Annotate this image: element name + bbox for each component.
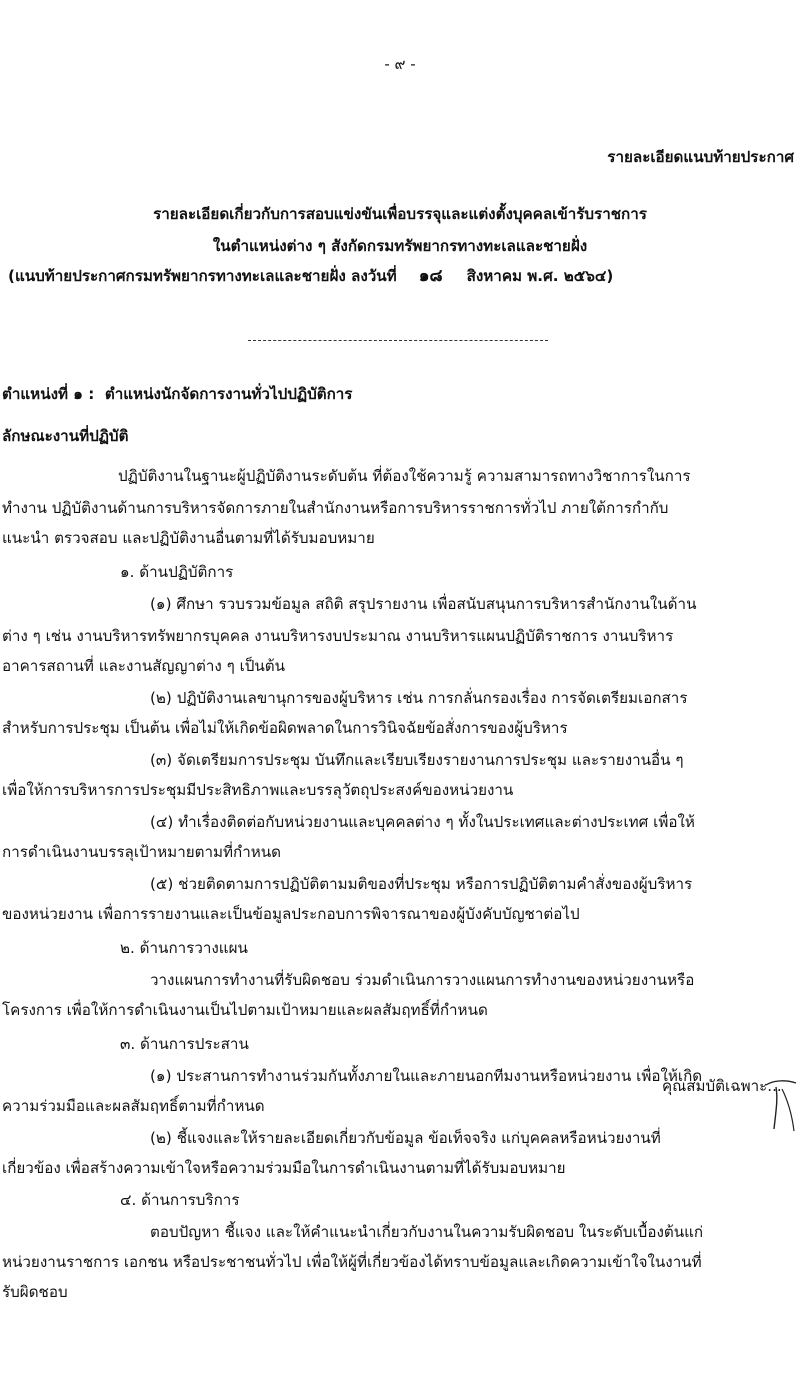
body-line: ๔. ด้านการบริการ bbox=[120, 1191, 240, 1209]
body-line: ๑. ด้านปฏิบัติการ bbox=[120, 563, 234, 581]
position-label: ตำแหน่งที่ ๑ : bbox=[2, 385, 95, 403]
body-line: ๒. ด้านการวางแผน bbox=[120, 939, 248, 957]
body-line: รับผิดชอบ bbox=[2, 1283, 68, 1301]
body-line: การดำเนินงานบรรลุเป้าหมายตามที่กำหนด bbox=[2, 843, 282, 861]
body-line: ของหน่วยงาน เพื่อการรายงานและเป็นข้อมูลประกอบการพิจารณาของผู้บังคับบัญชาต่อไป bbox=[2, 905, 580, 923]
body-line: วางแผนการทำงานที่รับผิดชอบ ร่วมดำเนินการวางแผนการทำงานของหน่วยงานหรือ bbox=[150, 971, 695, 989]
body-line: อาคารสถานที่ และงานสัญญาต่าง ๆ เป็นต้น bbox=[2, 657, 286, 675]
body-line: ปฏิบัติงานในฐานะผู้ปฏิบัติงานระดับต้น ที่ต้องใช้ความรู้ ความสามารถทางวิชาการในการ bbox=[118, 467, 691, 485]
body-line: (๔) ทำเรื่องติดต่อกับหน่วยงานและบุคคลต่าง ๆ ทั้งในประเทศและต่างประเทศ เพื่อให้ bbox=[150, 813, 695, 831]
divider-line bbox=[248, 340, 548, 341]
body-line: ความร่วมมือและผลสัมฤทธิ์ตามที่กำหนด bbox=[2, 1097, 265, 1115]
body-line: เพื่อให้การบริหารการประชุมมีประสิทธิภาพและบรรลุวัตถุประสงค์ของหน่วยงาน bbox=[2, 781, 514, 799]
body-line: (๑) ประสานการทำงานร่วมกันทั้งภายในและภายนอกทีมงานหรือหน่วยงาน เพื่อให้เกิด bbox=[150, 1067, 703, 1085]
body-line: (๓) จัดเตรียมการประชุม บันทึกและเรียบเรียงรายงานการประชุม และรายงานอื่น ๆ bbox=[150, 751, 684, 769]
body-line: (๕) ช่วยติดตามการปฏิบัติตามมติของที่ประชุม หรือการปฏิบัติตามคำสั่งของผู้บริหาร bbox=[150, 875, 693, 893]
body-line: ต่าง ๆ เช่น งานบริหารทรัพยากรบุคคล งานบริหารงบประมาณ งานบริหารแผนปฏิบัติราชการ งานบริหาร bbox=[2, 627, 674, 645]
body-line: ทำงาน ปฏิบัติงานด้านการบริหารจัดการภายในสำนักงานหรือการบริหารราชการทั่วไป ภายใต้การกำกับ bbox=[2, 499, 669, 517]
body-line: (๒) ปฏิบัติงานเลขานุการของผู้บริหาร เช่น การกลั่นกรองเรื่อง การจัดเตรียมเอกสาร bbox=[150, 689, 688, 707]
body-line: ตอบปัญหา ชี้แจง และให้คำแนะนำเกี่ยวกับงานในความรับผิดชอบ ในระดับเบื้องต้นแก่ bbox=[150, 1223, 704, 1241]
position-name: ตำแหน่งนักจัดการงานทั่วไปปฏิบัติการ bbox=[104, 385, 353, 403]
body-line: สำหรับการประชุม เป็นต้น เพื่อไม่ให้เกิดข้อผิดพลาดในการวินิจฉัยข้อสั่งการของผู้บริหาร bbox=[2, 719, 568, 737]
title-line-1: รายละเอียดเกี่ยวกับการสอบแข่งขันเพื่อบรรจุและแต่งตั้งบุคคลเข้ารับราชการ bbox=[153, 205, 647, 223]
body-line: โครงการ เพื่อให้การดำเนินงานเป็นไปตามเป้าหมายและผลสัมฤทธิ์ที่กำหนด bbox=[2, 1001, 488, 1019]
body-line: แนะนำ ตรวจสอบ และปฏิบัติงานอื่นตามที่ได้รับมอบหมาย bbox=[2, 529, 375, 547]
body-line: เกี่ยวข้อง เพื่อสร้างความเข้าใจหรือความร่วมมือในการดำเนินงานตามที่ได้รับมอบหมาย bbox=[2, 1159, 566, 1177]
body-line: ๓. ด้านการประสาน bbox=[120, 1035, 249, 1053]
body-line: (๒) ชี้แจงและให้รายละเอียดเกี่ยวกับข้อมูล ข้อเท็จจริง แก่บุคคลหรือหน่วยงานที่ bbox=[150, 1129, 661, 1147]
title-line-3-suffix: สิงหาคม พ.ศ. ๒๕๖๔) bbox=[466, 267, 614, 285]
section-heading: ลักษณะงานที่ปฏิบัติ bbox=[2, 427, 129, 445]
handwritten-initial-mark bbox=[762, 1075, 800, 1135]
title-line-2: ในตำแหน่งต่าง ๆ สังกัดกรมทรัพยากรทางทะเลและชายฝั่ง bbox=[212, 237, 588, 255]
body-line: หน่วยงานราชการ เอกชน หรือประชาชนทั่วไป เพื่อให้ผู้ที่เกี่ยวข้องได้ทราบข้อมูลและเกิดความเข้าใจในงานที่ bbox=[2, 1253, 702, 1271]
continued-footer: คุณสมบัติเฉพาะ... bbox=[662, 1077, 782, 1095]
announcement-day: ๑๘ bbox=[418, 266, 443, 286]
position-heading bbox=[2, 384, 352, 404]
attachment-header: รายละเอียดแนบท้ายประกาศ bbox=[607, 148, 794, 166]
body-line: (๑) ศึกษา รวบรวมข้อมูล สถิติ สรุปรายงาน เพื่อสนับสนุนการบริหารสำนักงานในด้าน bbox=[150, 595, 697, 613]
page-number: - ๙ - bbox=[384, 55, 416, 73]
title-line-3-prefix: (แนบท้ายประกาศกรมทรัพยากรทางทะเลและชายฝั่ง ลงวันที่ bbox=[8, 267, 397, 285]
title-line-3 bbox=[8, 266, 613, 286]
